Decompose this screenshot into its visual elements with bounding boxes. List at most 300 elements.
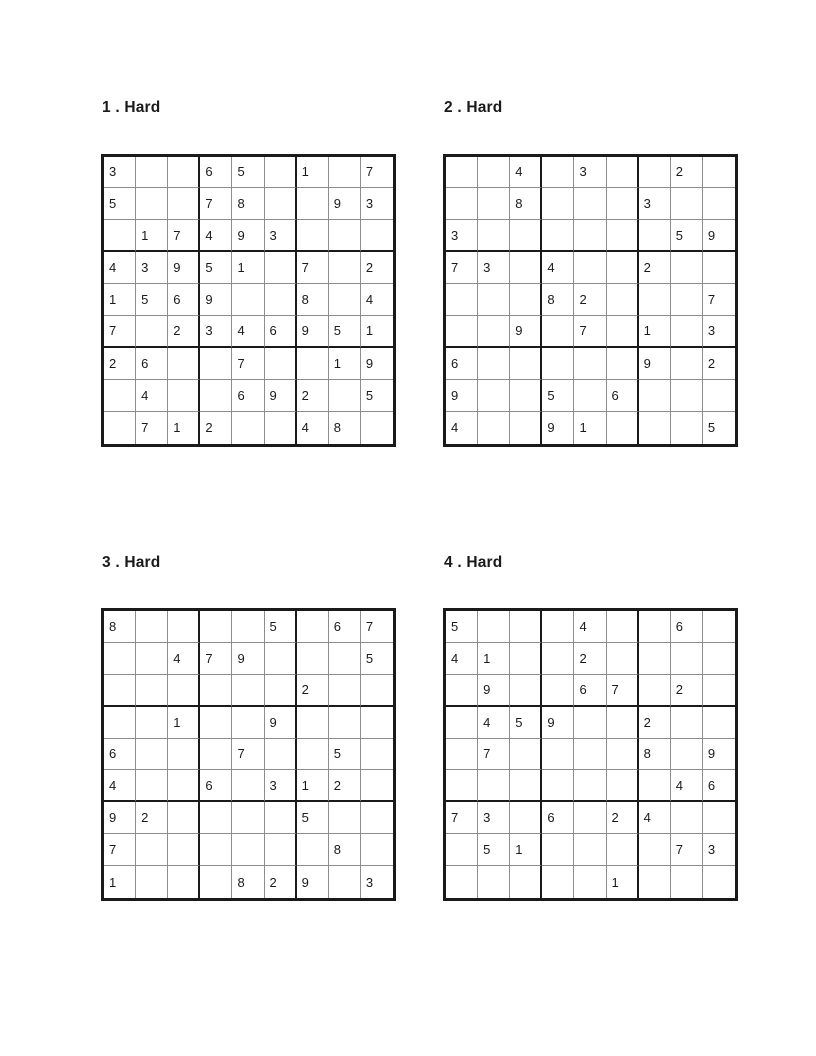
sudoku-cell-given[interactable] (574, 675, 606, 707)
sudoku-cell-given[interactable] (265, 380, 297, 412)
sudoku-cell-empty[interactable] (510, 252, 542, 284)
sudoku-cell-given[interactable] (200, 412, 232, 444)
sudoku-cell-empty[interactable] (478, 348, 510, 380)
sudoku-cell-given[interactable] (478, 707, 510, 739)
sudoku-cell-empty[interactable] (703, 157, 735, 189)
sudoku-cell-given[interactable] (104, 316, 136, 348)
sudoku-cell-empty[interactable] (297, 707, 329, 739)
sudoku-cell-empty[interactable] (542, 157, 574, 189)
sudoku-cell-given[interactable] (104, 611, 136, 643)
sudoku-cell-empty[interactable] (510, 866, 542, 898)
sudoku-cell-empty[interactable] (168, 770, 200, 802)
sudoku-cell-given[interactable] (297, 252, 329, 284)
sudoku-cell-given[interactable] (639, 316, 671, 348)
sudoku-cell-given[interactable] (297, 675, 329, 707)
sudoku-cell-given[interactable] (297, 380, 329, 412)
sudoku-cell-given[interactable] (542, 284, 574, 316)
sudoku-cell-empty[interactable] (703, 611, 735, 643)
sudoku-cell-empty[interactable] (104, 412, 136, 444)
sudoku-cell-given[interactable] (542, 707, 574, 739)
sudoku-cell-empty[interactable] (639, 220, 671, 252)
sudoku-cell-given[interactable] (232, 316, 264, 348)
sudoku-cell-empty[interactable] (361, 412, 393, 444)
sudoku-cell-empty[interactable] (200, 834, 232, 866)
sudoku-cell-empty[interactable] (671, 643, 703, 675)
sudoku-cell-given[interactable] (265, 611, 297, 643)
sudoku-cell-given[interactable] (329, 739, 361, 771)
sudoku-cell-empty[interactable] (265, 412, 297, 444)
sudoku-cell-given[interactable] (329, 188, 361, 220)
sudoku-cell-empty[interactable] (232, 412, 264, 444)
sudoku-cell-empty[interactable] (136, 643, 168, 675)
sudoku-cell-given[interactable] (607, 866, 639, 898)
sudoku-cell-given[interactable] (510, 316, 542, 348)
sudoku-cell-given[interactable] (136, 348, 168, 380)
sudoku-cell-empty[interactable] (361, 220, 393, 252)
sudoku-cell-empty[interactable] (639, 157, 671, 189)
sudoku-cell-given[interactable] (671, 770, 703, 802)
sudoku-cell-empty[interactable] (168, 834, 200, 866)
sudoku-cell-empty[interactable] (104, 675, 136, 707)
sudoku-cell-empty[interactable] (671, 866, 703, 898)
sudoku-cell-empty[interactable] (168, 348, 200, 380)
sudoku-cell-empty[interactable] (265, 252, 297, 284)
sudoku-cell-given[interactable] (104, 802, 136, 834)
sudoku-cell-empty[interactable] (542, 834, 574, 866)
sudoku-cell-given[interactable] (168, 643, 200, 675)
sudoku-cell-given[interactable] (265, 770, 297, 802)
sudoku-cell-empty[interactable] (510, 675, 542, 707)
sudoku-cell-empty[interactable] (200, 380, 232, 412)
sudoku-cell-empty[interactable] (446, 834, 478, 866)
sudoku-cell-given[interactable] (607, 802, 639, 834)
sudoku-cell-empty[interactable] (607, 284, 639, 316)
sudoku-cell-empty[interactable] (574, 380, 606, 412)
sudoku-cell-empty[interactable] (329, 675, 361, 707)
sudoku-cell-given[interactable] (361, 611, 393, 643)
sudoku-cell-given[interactable] (542, 380, 574, 412)
sudoku-cell-empty[interactable] (607, 739, 639, 771)
sudoku-cell-given[interactable] (478, 675, 510, 707)
sudoku-cell-empty[interactable] (703, 675, 735, 707)
sudoku-cell-given[interactable] (510, 157, 542, 189)
sudoku-cell-given[interactable] (104, 866, 136, 898)
sudoku-cell-empty[interactable] (297, 348, 329, 380)
sudoku-cell-empty[interactable] (168, 739, 200, 771)
sudoku-cell-empty[interactable] (574, 252, 606, 284)
sudoku-cell-empty[interactable] (510, 770, 542, 802)
sudoku-cell-empty[interactable] (703, 188, 735, 220)
sudoku-cell-empty[interactable] (104, 707, 136, 739)
sudoku-cell-given[interactable] (297, 802, 329, 834)
sudoku-cell-given[interactable] (639, 348, 671, 380)
sudoku-cell-empty[interactable] (136, 611, 168, 643)
sudoku-cell-empty[interactable] (639, 770, 671, 802)
sudoku-cell-given[interactable] (639, 739, 671, 771)
sudoku-cell-empty[interactable] (329, 284, 361, 316)
sudoku-cell-empty[interactable] (329, 252, 361, 284)
sudoku-cell-empty[interactable] (542, 188, 574, 220)
sudoku-cell-empty[interactable] (510, 284, 542, 316)
sudoku-cell-given[interactable] (671, 220, 703, 252)
sudoku-cell-empty[interactable] (574, 866, 606, 898)
sudoku-cell-empty[interactable] (446, 284, 478, 316)
sudoku-cell-given[interactable] (361, 866, 393, 898)
sudoku-cell-given[interactable] (639, 802, 671, 834)
sudoku-cell-given[interactable] (297, 770, 329, 802)
sudoku-cell-empty[interactable] (361, 834, 393, 866)
sudoku-cell-empty[interactable] (265, 284, 297, 316)
sudoku-cell-empty[interactable] (136, 675, 168, 707)
sudoku-cell-given[interactable] (104, 770, 136, 802)
sudoku-cell-empty[interactable] (607, 770, 639, 802)
sudoku-cell-empty[interactable] (510, 412, 542, 444)
sudoku-cell-given[interactable] (232, 252, 264, 284)
sudoku-cell-empty[interactable] (168, 188, 200, 220)
sudoku-cell-empty[interactable] (136, 157, 168, 189)
sudoku-cell-empty[interactable] (446, 739, 478, 771)
sudoku-cell-given[interactable] (168, 412, 200, 444)
sudoku-cell-empty[interactable] (542, 348, 574, 380)
sudoku-cell-empty[interactable] (510, 802, 542, 834)
sudoku-cell-given[interactable] (703, 412, 735, 444)
sudoku-cell-empty[interactable] (329, 220, 361, 252)
sudoku-cell-empty[interactable] (639, 834, 671, 866)
sudoku-cell-given[interactable] (329, 611, 361, 643)
sudoku-cell-empty[interactable] (574, 834, 606, 866)
sudoku-cell-empty[interactable] (265, 348, 297, 380)
sudoku-cell-given[interactable] (232, 348, 264, 380)
sudoku-cell-given[interactable] (574, 611, 606, 643)
sudoku-cell-given[interactable] (232, 157, 264, 189)
sudoku-cell-given[interactable] (232, 188, 264, 220)
sudoku-cell-empty[interactable] (265, 834, 297, 866)
sudoku-cell-given[interactable] (639, 252, 671, 284)
sudoku-cell-empty[interactable] (136, 834, 168, 866)
sudoku-cell-given[interactable] (671, 611, 703, 643)
sudoku-cell-given[interactable] (200, 188, 232, 220)
sudoku-cell-empty[interactable] (542, 739, 574, 771)
sudoku-cell-given[interactable] (574, 284, 606, 316)
sudoku-cell-empty[interactable] (168, 611, 200, 643)
sudoku-cell-given[interactable] (168, 220, 200, 252)
sudoku-cell-empty[interactable] (265, 643, 297, 675)
sudoku-cell-empty[interactable] (542, 220, 574, 252)
sudoku-cell-empty[interactable] (361, 739, 393, 771)
sudoku-cell-empty[interactable] (478, 220, 510, 252)
sudoku-cell-empty[interactable] (265, 739, 297, 771)
sudoku-cell-given[interactable] (104, 252, 136, 284)
sudoku-cell-empty[interactable] (639, 284, 671, 316)
sudoku-cell-empty[interactable] (478, 866, 510, 898)
sudoku-cell-empty[interactable] (297, 188, 329, 220)
sudoku-cell-empty[interactable] (478, 611, 510, 643)
sudoku-cell-empty[interactable] (232, 707, 264, 739)
sudoku-cell-given[interactable] (232, 380, 264, 412)
sudoku-cell-empty[interactable] (232, 675, 264, 707)
sudoku-cell-given[interactable] (297, 866, 329, 898)
sudoku-cell-empty[interactable] (446, 157, 478, 189)
sudoku-cell-given[interactable] (168, 252, 200, 284)
sudoku-cell-empty[interactable] (703, 643, 735, 675)
sudoku-cell-empty[interactable] (671, 707, 703, 739)
sudoku-cell-empty[interactable] (446, 188, 478, 220)
sudoku-cell-given[interactable] (297, 316, 329, 348)
sudoku-cell-given[interactable] (104, 834, 136, 866)
sudoku-cell-empty[interactable] (168, 802, 200, 834)
sudoku-cell-empty[interactable] (136, 188, 168, 220)
sudoku-cell-given[interactable] (446, 348, 478, 380)
sudoku-cell-empty[interactable] (329, 380, 361, 412)
sudoku-cell-empty[interactable] (329, 707, 361, 739)
sudoku-cell-given[interactable] (265, 866, 297, 898)
sudoku-cell-given[interactable] (574, 316, 606, 348)
sudoku-cell-given[interactable] (136, 380, 168, 412)
sudoku-cell-empty[interactable] (703, 380, 735, 412)
sudoku-cell-empty[interactable] (136, 316, 168, 348)
sudoku-cell-empty[interactable] (639, 611, 671, 643)
sudoku-cell-given[interactable] (200, 316, 232, 348)
sudoku-cell-empty[interactable] (200, 739, 232, 771)
sudoku-cell-empty[interactable] (510, 643, 542, 675)
sudoku-cell-empty[interactable] (639, 675, 671, 707)
sudoku-cell-empty[interactable] (574, 739, 606, 771)
sudoku-cell-empty[interactable] (297, 739, 329, 771)
sudoku-cell-given[interactable] (104, 157, 136, 189)
sudoku-cell-given[interactable] (200, 643, 232, 675)
sudoku-cell-empty[interactable] (478, 316, 510, 348)
sudoku-cell-empty[interactable] (200, 348, 232, 380)
sudoku-cell-given[interactable] (136, 284, 168, 316)
sudoku-cell-empty[interactable] (265, 157, 297, 189)
sudoku-cell-empty[interactable] (574, 348, 606, 380)
sudoku-cell-given[interactable] (510, 188, 542, 220)
sudoku-cell-given[interactable] (478, 252, 510, 284)
sudoku-cell-given[interactable] (703, 284, 735, 316)
sudoku-cell-empty[interactable] (104, 643, 136, 675)
sudoku-cell-empty[interactable] (671, 284, 703, 316)
sudoku-cell-given[interactable] (136, 802, 168, 834)
sudoku-cell-given[interactable] (639, 188, 671, 220)
sudoku-cell-given[interactable] (361, 380, 393, 412)
sudoku-cell-empty[interactable] (671, 380, 703, 412)
sudoku-cell-given[interactable] (265, 316, 297, 348)
sudoku-cell-empty[interactable] (607, 834, 639, 866)
sudoku-cell-given[interactable] (671, 157, 703, 189)
sudoku-cell-empty[interactable] (297, 611, 329, 643)
sudoku-cell-given[interactable] (297, 157, 329, 189)
sudoku-cell-empty[interactable] (136, 770, 168, 802)
sudoku-cell-empty[interactable] (136, 739, 168, 771)
sudoku-cell-empty[interactable] (168, 157, 200, 189)
sudoku-cell-empty[interactable] (136, 866, 168, 898)
sudoku-cell-empty[interactable] (574, 802, 606, 834)
sudoku-cell-empty[interactable] (671, 739, 703, 771)
sudoku-cell-empty[interactable] (607, 348, 639, 380)
sudoku-cell-given[interactable] (446, 412, 478, 444)
sudoku-cell-given[interactable] (104, 188, 136, 220)
sudoku-cell-empty[interactable] (607, 316, 639, 348)
sudoku-cell-empty[interactable] (478, 412, 510, 444)
sudoku-cell-empty[interactable] (607, 412, 639, 444)
sudoku-cell-empty[interactable] (574, 188, 606, 220)
sudoku-cell-empty[interactable] (168, 866, 200, 898)
sudoku-cell-given[interactable] (200, 220, 232, 252)
sudoku-cell-empty[interactable] (446, 770, 478, 802)
sudoku-cell-given[interactable] (168, 284, 200, 316)
sudoku-cell-given[interactable] (361, 643, 393, 675)
sudoku-cell-given[interactable] (329, 316, 361, 348)
sudoku-cell-empty[interactable] (478, 157, 510, 189)
sudoku-cell-empty[interactable] (446, 866, 478, 898)
sudoku-cell-given[interactable] (542, 802, 574, 834)
sudoku-cell-given[interactable] (168, 316, 200, 348)
sudoku-cell-empty[interactable] (639, 380, 671, 412)
sudoku-cell-empty[interactable] (607, 611, 639, 643)
sudoku-cell-empty[interactable] (232, 802, 264, 834)
sudoku-cell-empty[interactable] (639, 866, 671, 898)
sudoku-cell-given[interactable] (574, 412, 606, 444)
sudoku-cell-empty[interactable] (542, 611, 574, 643)
sudoku-cell-empty[interactable] (361, 802, 393, 834)
sudoku-cell-empty[interactable] (703, 252, 735, 284)
sudoku-cell-empty[interactable] (200, 675, 232, 707)
sudoku-cell-empty[interactable] (329, 866, 361, 898)
sudoku-cell-given[interactable] (265, 707, 297, 739)
sudoku-cell-empty[interactable] (703, 866, 735, 898)
sudoku-cell-empty[interactable] (542, 675, 574, 707)
sudoku-cell-empty[interactable] (168, 675, 200, 707)
sudoku-cell-empty[interactable] (542, 316, 574, 348)
sudoku-cell-empty[interactable] (297, 834, 329, 866)
sudoku-cell-empty[interactable] (607, 643, 639, 675)
sudoku-cell-given[interactable] (703, 220, 735, 252)
sudoku-cell-given[interactable] (703, 316, 735, 348)
sudoku-cell-empty[interactable] (446, 316, 478, 348)
sudoku-cell-given[interactable] (510, 707, 542, 739)
sudoku-cell-empty[interactable] (671, 316, 703, 348)
sudoku-cell-given[interactable] (136, 412, 168, 444)
sudoku-cell-given[interactable] (446, 380, 478, 412)
sudoku-cell-empty[interactable] (607, 252, 639, 284)
sudoku-cell-given[interactable] (607, 380, 639, 412)
sudoku-cell-empty[interactable] (671, 412, 703, 444)
sudoku-cell-empty[interactable] (703, 802, 735, 834)
sudoku-cell-given[interactable] (361, 252, 393, 284)
sudoku-cell-given[interactable] (671, 675, 703, 707)
sudoku-cell-given[interactable] (639, 707, 671, 739)
sudoku-cell-given[interactable] (329, 348, 361, 380)
sudoku-cell-given[interactable] (297, 284, 329, 316)
sudoku-cell-given[interactable] (232, 866, 264, 898)
sudoku-cell-given[interactable] (200, 284, 232, 316)
sudoku-cell-empty[interactable] (671, 252, 703, 284)
sudoku-cell-empty[interactable] (671, 188, 703, 220)
sudoku-cell-empty[interactable] (607, 707, 639, 739)
sudoku-cell-given[interactable] (361, 348, 393, 380)
sudoku-cell-empty[interactable] (510, 220, 542, 252)
sudoku-cell-empty[interactable] (200, 866, 232, 898)
sudoku-cell-given[interactable] (446, 220, 478, 252)
sudoku-cell-given[interactable] (446, 643, 478, 675)
sudoku-cell-empty[interactable] (478, 188, 510, 220)
sudoku-cell-given[interactable] (297, 412, 329, 444)
sudoku-cell-empty[interactable] (607, 188, 639, 220)
sudoku-cell-given[interactable] (478, 739, 510, 771)
sudoku-cell-given[interactable] (136, 220, 168, 252)
sudoku-cell-given[interactable] (574, 157, 606, 189)
sudoku-cell-empty[interactable] (232, 770, 264, 802)
sudoku-cell-empty[interactable] (671, 802, 703, 834)
sudoku-cell-empty[interactable] (136, 707, 168, 739)
sudoku-cell-empty[interactable] (104, 220, 136, 252)
sudoku-cell-empty[interactable] (510, 739, 542, 771)
sudoku-cell-given[interactable] (232, 220, 264, 252)
sudoku-cell-given[interactable] (136, 252, 168, 284)
sudoku-cell-empty[interactable] (200, 802, 232, 834)
sudoku-cell-empty[interactable] (510, 348, 542, 380)
sudoku-cell-given[interactable] (446, 611, 478, 643)
sudoku-cell-given[interactable] (329, 412, 361, 444)
sudoku-cell-empty[interactable] (297, 220, 329, 252)
sudoku-cell-given[interactable] (542, 412, 574, 444)
sudoku-cell-given[interactable] (200, 157, 232, 189)
sudoku-cell-empty[interactable] (478, 380, 510, 412)
sudoku-cell-empty[interactable] (510, 611, 542, 643)
sudoku-cell-empty[interactable] (574, 707, 606, 739)
sudoku-cell-empty[interactable] (671, 348, 703, 380)
sudoku-cell-given[interactable] (361, 316, 393, 348)
sudoku-cell-empty[interactable] (542, 643, 574, 675)
sudoku-cell-empty[interactable] (232, 834, 264, 866)
sudoku-cell-given[interactable] (607, 675, 639, 707)
sudoku-cell-given[interactable] (232, 739, 264, 771)
sudoku-cell-empty[interactable] (361, 707, 393, 739)
sudoku-cell-given[interactable] (265, 220, 297, 252)
sudoku-cell-given[interactable] (104, 739, 136, 771)
sudoku-cell-empty[interactable] (232, 284, 264, 316)
sudoku-cell-empty[interactable] (232, 611, 264, 643)
sudoku-cell-empty[interactable] (510, 380, 542, 412)
sudoku-cell-empty[interactable] (104, 380, 136, 412)
sudoku-cell-empty[interactable] (168, 380, 200, 412)
sudoku-cell-given[interactable] (200, 252, 232, 284)
sudoku-cell-given[interactable] (168, 707, 200, 739)
sudoku-cell-given[interactable] (361, 188, 393, 220)
sudoku-cell-given[interactable] (361, 157, 393, 189)
sudoku-cell-empty[interactable] (542, 866, 574, 898)
sudoku-cell-empty[interactable] (361, 770, 393, 802)
sudoku-cell-given[interactable] (361, 284, 393, 316)
sudoku-cell-given[interactable] (478, 802, 510, 834)
sudoku-cell-given[interactable] (232, 643, 264, 675)
sudoku-cell-empty[interactable] (200, 611, 232, 643)
sudoku-cell-given[interactable] (478, 643, 510, 675)
sudoku-cell-empty[interactable] (265, 675, 297, 707)
sudoku-cell-empty[interactable] (200, 707, 232, 739)
sudoku-cell-given[interactable] (104, 348, 136, 380)
sudoku-cell-given[interactable] (329, 834, 361, 866)
sudoku-cell-given[interactable] (329, 770, 361, 802)
sudoku-cell-given[interactable] (510, 834, 542, 866)
sudoku-cell-empty[interactable] (446, 675, 478, 707)
sudoku-cell-given[interactable] (104, 284, 136, 316)
sudoku-cell-empty[interactable] (478, 770, 510, 802)
sudoku-cell-given[interactable] (478, 834, 510, 866)
sudoku-cell-given[interactable] (200, 770, 232, 802)
sudoku-cell-given[interactable] (703, 739, 735, 771)
sudoku-cell-empty[interactable] (703, 707, 735, 739)
